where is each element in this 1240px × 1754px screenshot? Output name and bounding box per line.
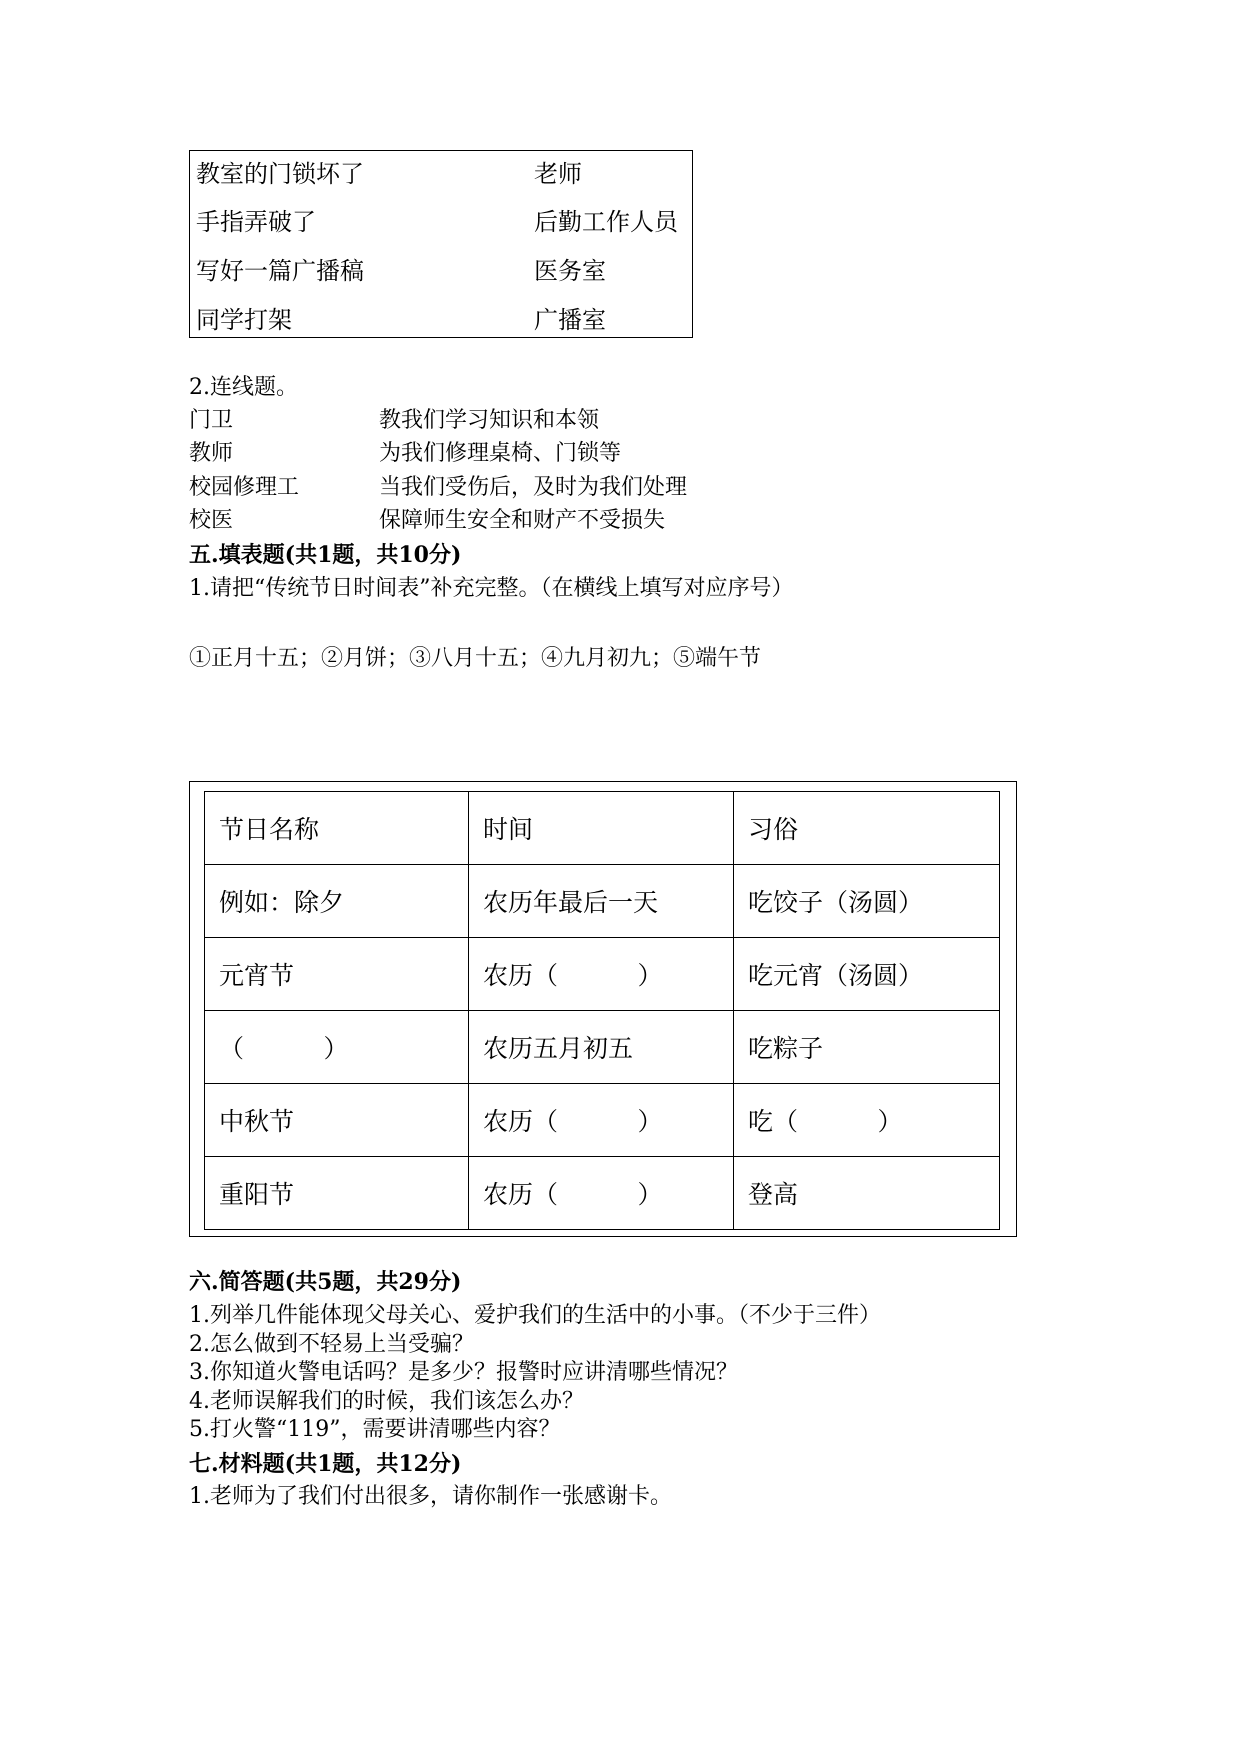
- table-row: [205, 865, 1000, 938]
- question-2-title: 2.连线题。: [189, 375, 298, 400]
- match-left-item: 手指弄破了: [196, 208, 316, 236]
- match-row: [190, 154, 692, 194]
- section-7-heading: 七.材料题(共1题，共12分): [189, 1451, 462, 1477]
- table-cell: 例如：除夕: [205, 865, 469, 938]
- table-header-row: [205, 792, 1000, 865]
- connect-row: [189, 506, 666, 536]
- table-cell: 吃饺子（汤圆）: [734, 865, 1000, 938]
- match-left-item: 同学打架: [196, 306, 292, 334]
- festival-table: [204, 791, 1000, 1230]
- header-custom: 习俗: [734, 792, 1000, 865]
- match-right-item: 医务室: [534, 257, 606, 285]
- table-cell: 农历五月初五: [469, 1011, 734, 1084]
- match-left-item: 教室的门锁坏了: [196, 160, 364, 188]
- table-cell: 吃元宵（汤圆）: [734, 938, 1000, 1011]
- connect-row: [189, 439, 622, 469]
- match-left-item: 写好一篇广播稿: [196, 257, 364, 285]
- section-7-question-1: 1.老师为了我们付出很多，请你制作一张感谢卡。: [189, 1484, 672, 1509]
- table-cell: 元宵节: [205, 938, 469, 1011]
- connect-left: 校园修理工: [189, 475, 300, 500]
- section-5-question-1: 1.请把“传统节日时间表”补充完整。（在横线上填写对应序号）: [189, 576, 794, 601]
- match-right-item: 老师: [534, 160, 582, 188]
- table-cell: 吃（ ）: [734, 1084, 1000, 1157]
- table-row: [205, 1157, 1000, 1230]
- connect-right: 当我们受伤后，及时为我们处理: [379, 475, 688, 500]
- connect-row: [189, 473, 688, 503]
- connect-left: 教师: [189, 441, 234, 466]
- match-right-item: 后勤工作人员: [534, 208, 678, 236]
- match-row: [190, 202, 692, 242]
- connect-right: 保障师生安全和财产不受损失: [379, 508, 666, 533]
- match-right-item: 广播室: [534, 306, 606, 334]
- section-6-heading: 六.简答题(共5题，共29分): [189, 1269, 462, 1295]
- connect-right: 教我们学习知识和本领: [379, 408, 600, 433]
- section-6-question: 4.老师误解我们的时候，我们该怎么办？: [189, 1389, 584, 1414]
- section-6-question: 3.你知道火警电话吗？是多少？报警时应讲清哪些情况？: [189, 1360, 738, 1385]
- table-cell: 农历（ ）: [469, 1084, 734, 1157]
- section-6-question: 5.打火警“119”，需要讲清哪些内容？: [189, 1417, 561, 1442]
- header-festival-name: 节日名称: [205, 792, 469, 865]
- match-row: [190, 300, 692, 340]
- table-cell: 吃粽子: [734, 1011, 1000, 1084]
- connect-left: 校医: [189, 508, 234, 533]
- table-cell: 中秋节: [205, 1084, 469, 1157]
- table-cell: （ ）: [205, 1011, 469, 1084]
- table-cell: 农历（ ）: [469, 938, 734, 1011]
- section-5-options: ①正月十五；②月饼；③八月十五；④九月初九；⑤端午节: [189, 646, 762, 671]
- table-cell: 登高: [734, 1157, 1000, 1230]
- table-row: [205, 1084, 1000, 1157]
- table-row: [205, 1011, 1000, 1084]
- section-5-heading: 五.填表题(共1题，共10分): [189, 542, 462, 568]
- header-time: 时间: [469, 792, 734, 865]
- table-cell: 重阳节: [205, 1157, 469, 1230]
- table-row: [205, 938, 1000, 1011]
- matching-box: [189, 150, 693, 338]
- connect-row: [189, 406, 600, 436]
- table-cell: 农历（ ）: [469, 1157, 734, 1230]
- table-cell: 农历年最后一天: [469, 865, 734, 938]
- section-6-question: 1.列举几件能体现父母关心、爱护我们的生活中的小事。（不少于三件）: [189, 1303, 881, 1328]
- section-6-question: 2.怎么做到不轻易上当受骗？: [189, 1332, 474, 1357]
- connect-right: 为我们修理桌椅、门锁等: [379, 441, 622, 466]
- festival-table-frame: [189, 781, 1017, 1237]
- match-row: [190, 251, 692, 291]
- connect-left: 门卫: [189, 408, 234, 433]
